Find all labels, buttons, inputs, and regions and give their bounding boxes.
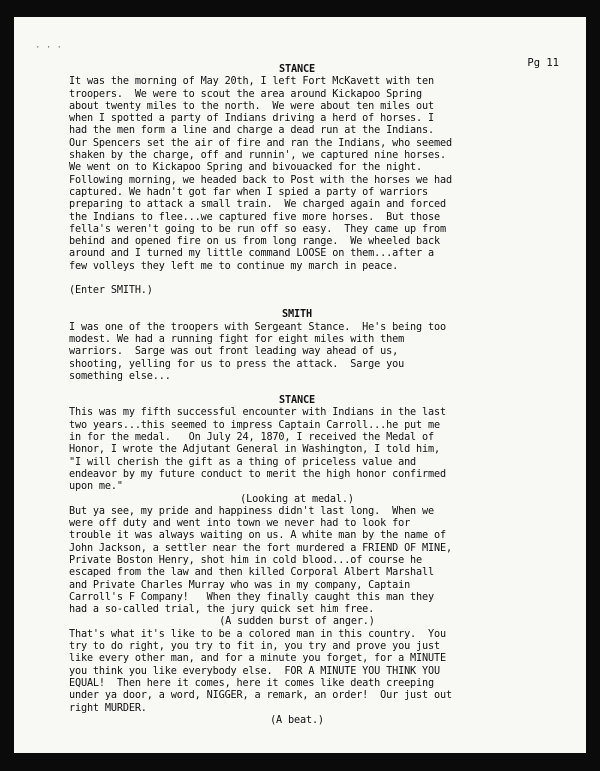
stage-direction-enter: (Enter SMITH.) bbox=[69, 285, 153, 297]
page-number: Pg 11 bbox=[527, 57, 559, 69]
corner-mark: · · · bbox=[35, 43, 63, 53]
smith-monologue: I was one of the troopers with Sergeant Stance. He's being too modest. We had a running fight for eight miles with them warriors. Sarge was out front leading way ahead of us, shooting, yelling for us to press the attack. Sarge you something else... bbox=[69, 321, 446, 382]
stage-direction-looking: (Looking at medal.) bbox=[240, 493, 354, 505]
stance-monologue-4: That's what it's like to be a colored man in this country. You try to do right, you try to fit in, you try and prove you just like every other man, and for a minute you forget, for a MINUTE you think you like everybody else. FOR A MINUTE YOU THINK YOU EQUAL! Then here it comes, here it comes like death creeping under ya door, a word, NIGGER, a remark, an order! Our just out right MURDER. bbox=[69, 628, 452, 714]
stage-direction-beat: (A beat.) bbox=[270, 714, 324, 726]
stage-direction-anger: (A sudden burst of anger.) bbox=[219, 616, 375, 628]
stance-monologue-1: It was the morning of May 20th, I left Fort McKavett with ten troopers. We were to scout the area around Kickapoo Spring about twenty miles to the north. We were about ten miles out when I spotted a party of Indians driving a herd of horses. I had the men form a line and charge a dead run at the Indians. Our Spencers set the air of fire and ran the Indians, who seemed shaken by the charge, off and runnin', we captured nine horses. We went on to Kickapoo Spring and bivouacked for the night. Following morning, we headed back to Post with the horses we had captured. We hadn't got far when I spied a party of warriors preparing to attack a small train. We charged again and forced the Indians to flee...we captured five more horses. But those fella's weren't going to be run off so easy. They came up from behind and opened fire on us from long range. We wheeled back around and I turned my little command LOOSE on them...after a few volleys they left me to continue my march in peace. bbox=[69, 76, 452, 272]
speaker-smith: SMITH bbox=[282, 309, 312, 321]
stance-monologue-2: This was my fifth successful encounter with Indians in the last two years...this seemed to impress Captain Carroll...he put me in for the medal. On July 24, 1870, I received the Medal of Honor, I wrote the Adjutant General in Washington, I told him, "I will cherish the gift as a thing of priceless value and endeavor by my future conduct to merit the high honor confirmed upon me." bbox=[69, 407, 446, 493]
speaker-stance: STANCE bbox=[279, 64, 315, 75]
speaker-stance-2: STANCE bbox=[279, 395, 315, 407]
stance-monologue-3: But ya see, my pride and happiness didn't last long. When we were off duty and went into town we never had to look for trouble it was always waiting on us. A white man by the name of John Jackson, a settler near the fort murdered a FRIEND OF MINE, Private Boston Henry, shot him in cold blood...of course he escaped from the law and then killed Corporal Albert Marshall and Private Charles Murray who was in my company, Captain Carroll's F Company! When they finally caught this man they had a so-called trial, the jury quick set him free. bbox=[69, 505, 452, 616]
script-body bbox=[69, 64, 525, 727]
